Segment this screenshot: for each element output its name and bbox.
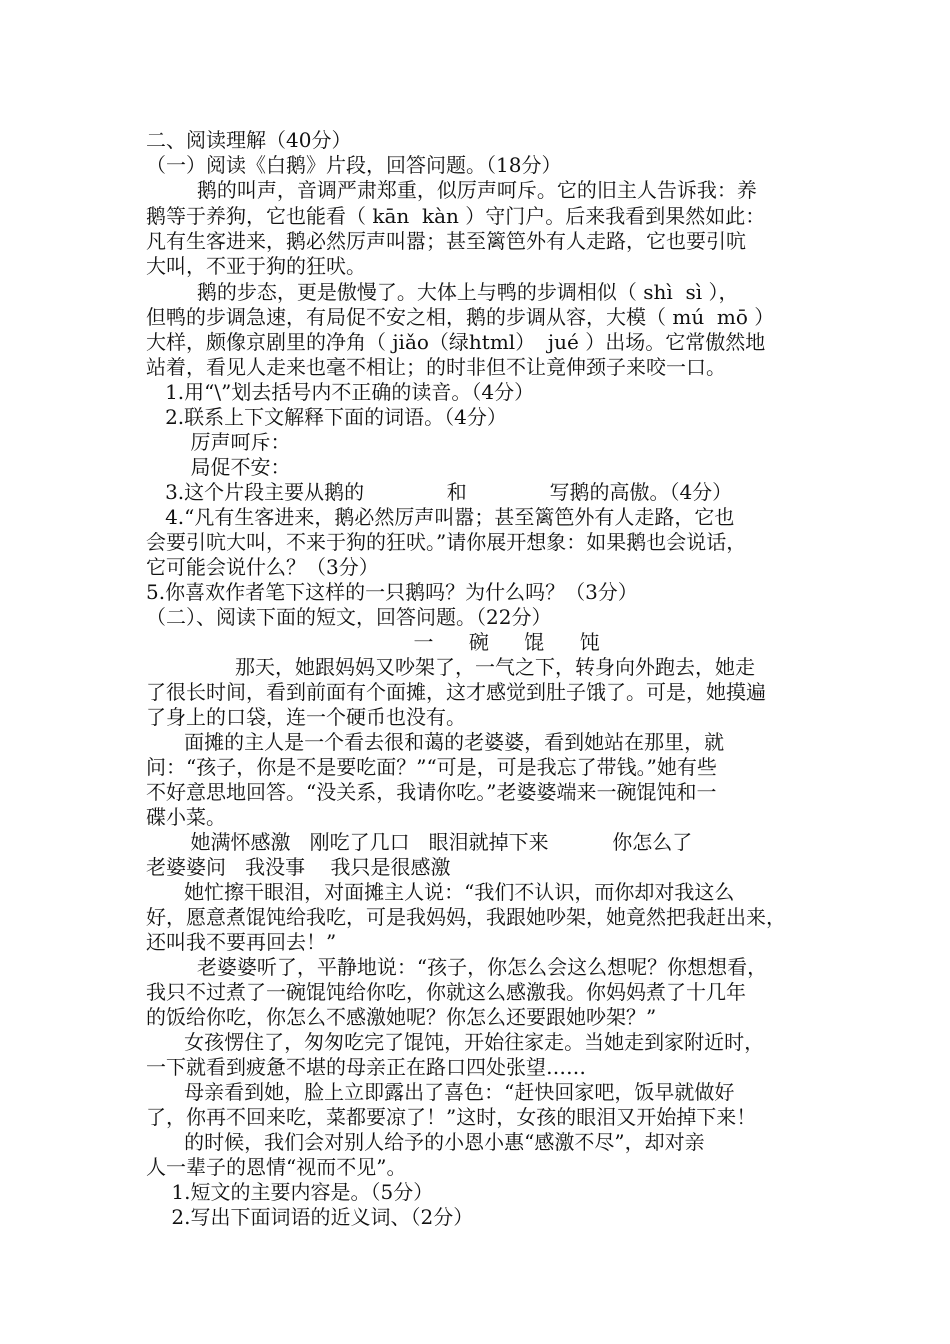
story-line: 她满怀感激 刚吃了几口 眼泪就掉下来 你怎么了	[146, 830, 693, 854]
story-line: 老婆婆问 我没事 我只是很感激	[146, 855, 451, 879]
passage-one-line: 凡有生客进来，鹅必然厉声叫嚣；甚至篱笆外有人走路，它也要引吭	[146, 229, 746, 253]
section-heading-reading: 二、阅读理解（40分）	[146, 128, 352, 152]
part-one-heading: （一）阅读《白鹅》片段，回答问题。（18分）	[146, 153, 562, 177]
passage-one-line: 鹅的叫声，音调严肃郑重，似厉声呵斥。它的旧主人告诉我：养	[146, 178, 757, 202]
question-line: 4.“凡有生客进来，鹅必然厉声叫嚣；甚至篱笆外有人走路，它也	[146, 505, 735, 529]
passage-one-line: 大样，颇像京剧里的净角（ jiǎo（绿html） jué ）出场。它常傲然地	[146, 330, 766, 354]
story-line: 了很长时间，看到前面有个面摊，这才感觉到肚子饿了。可是，她摸遍	[146, 680, 766, 704]
story-line: 我只不过煮了一碗馄饨给你吃，你就这么感激我。你妈妈煮了十几年	[146, 980, 746, 1004]
story-line: 女孩愣住了，匆匆吃完了馄饨，开始往家走。当她走到家附近时，	[146, 1030, 765, 1054]
passage-one-line: 鹅的步态，更是傲慢了。大体上与鸭的步调相似（ shì sì ），	[146, 280, 739, 304]
passage-one-line: 大叫，不亚于狗的狂吠。	[146, 254, 366, 278]
question-line: 3.这个片段主要从鹅的 和 写鹅的高傲。（4分）	[146, 480, 733, 504]
passage-one-line: 但鸭的步调急速，有局促不安之相，鹅的步调从容，大模（ mú mō ）	[146, 305, 775, 329]
story-line: 她忙擦干眼泪，对面摊主人说：“我们不认识，而你却对我这么	[146, 880, 735, 904]
story-line: 老婆婆听了，平静地说：“孩子，你怎么会这么想呢？你想想看，	[146, 955, 768, 979]
story-line: 了身上的口袋，连一个硬币也没有。	[146, 705, 466, 729]
story-line: 那天，她跟妈妈又吵架了，一气之下，转身向外跑去，她走	[146, 655, 756, 679]
story-line: 的时候，我们会对别人给予的小恩小惠“感激不尽”，却对亲	[146, 1130, 705, 1154]
term-line: 局促不安：	[146, 455, 291, 479]
story-line: 不好意思地回答。“没关系，我请你吃。”老婆婆端来一碗馄饨和一	[146, 780, 717, 804]
story-line: 好，愿意煮馄饨给我吃，可是我妈妈，我跟她吵架，她竟然把我赶出来，	[146, 905, 786, 929]
part-two-heading: （二）、阅读下面的短文，回答问题。（22分）	[146, 605, 552, 629]
question-line: 会要引吭大叫，不来于狗的狂吠。”请你展开想象：如果鹅也会说话，	[146, 530, 747, 554]
story-title: 一 碗 馄 饨	[146, 630, 602, 654]
question-line: 1.短文的主要内容是。（5分）	[146, 1180, 434, 1204]
question-line: 它可能会说什么？（3分）	[146, 555, 379, 579]
term-line: 厉声呵斥：	[146, 430, 291, 454]
question-line: 2.写出下面词语的近义词、（2分）	[146, 1205, 474, 1229]
story-line: 问：“孩子，你是不是要吃面？”“可是，可是我忘了带钱。”她有些	[146, 755, 717, 779]
question-line: 2.联系上下文解释下面的词语。（4分）	[146, 405, 507, 429]
story-line: 母亲看到她，脸上立即露出了喜色：“赶快回家吧，饭早就做好	[146, 1080, 735, 1104]
story-line: 人一辈子的恩情“视而不见”。	[146, 1155, 407, 1179]
passage-one-line: 站着，看见人走来也毫不相让；的时非但不让竟伸颈子来咬一口。	[146, 355, 726, 379]
story-line: 的饭给你吃，你怎么不感激她呢？你怎么还要跟她吵架？”	[146, 1005, 657, 1029]
story-line: 碟小菜。	[146, 805, 226, 829]
question-line: 1.用“\”划去括号内不正确的读音。（4分）	[146, 380, 535, 404]
story-line: 还叫我不要再回去！”	[146, 930, 337, 954]
story-line: 了，你再不回来吃，菜都要凉了！”这时，女孩的眼泪又开始掉下来！	[146, 1105, 757, 1129]
story-line: 面摊的主人是一个看去很和蔼的老婆婆，看到她站在那里，就	[146, 730, 725, 754]
story-line: 一下就看到疲惫不堪的母亲正在路口四处张望……	[146, 1055, 586, 1079]
question-line: 5.你喜欢作者笔下这样的一只鹅吗？为什么吗？（3分）	[146, 580, 638, 604]
passage-one-line: 鹅等于养狗，它也能看（ kān kàn ）守门户。后来我看到果然如此：	[146, 204, 766, 228]
